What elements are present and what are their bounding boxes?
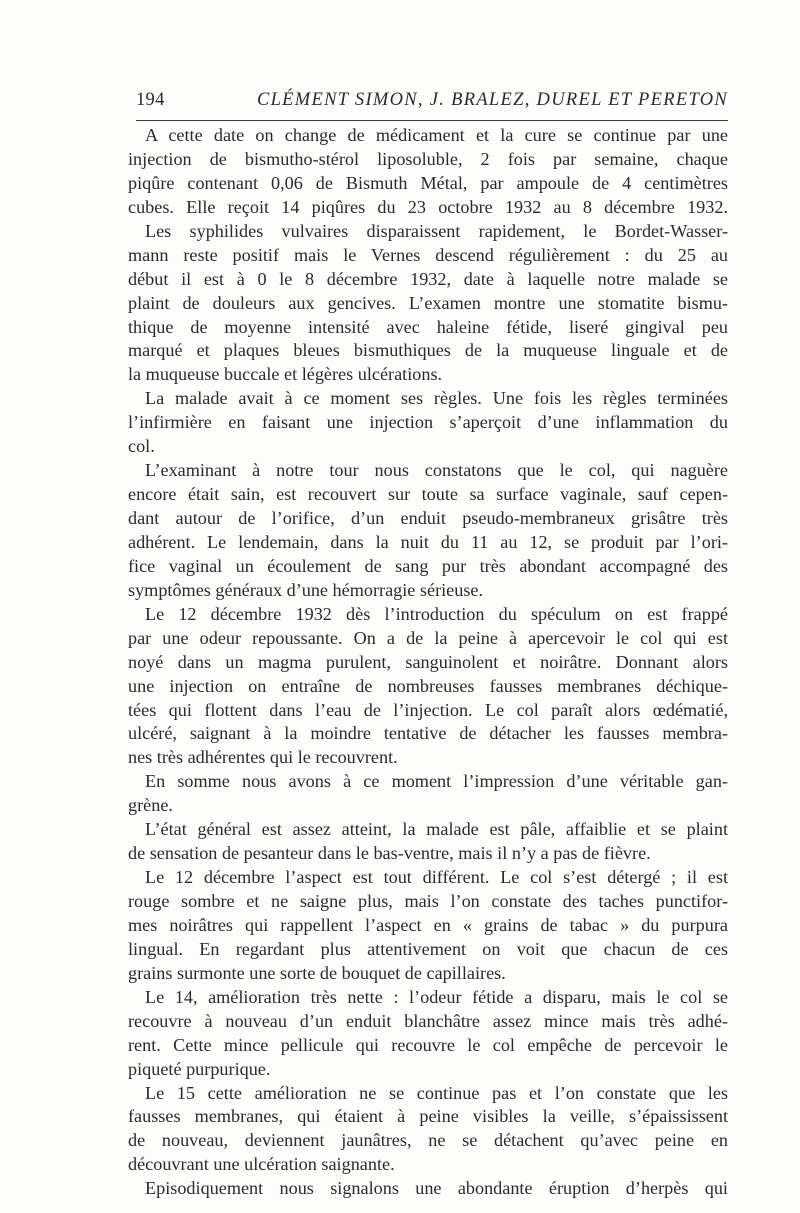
text-line: Les syphilides vulvaires disparaissent rapidement, le Bordet-Wasser- [145,220,728,241]
text-line: ulcéré, saignant à la moindre tentative de détacher les fausses membra- [128,723,728,744]
text-line: col. [128,436,155,457]
text-line: mes noirâtres qui rappellent l’aspect en « grains de tabac » du purpura [128,914,728,935]
text-line: noyé dans un magma purulent, sanguinolent et noirâtre. Donnant alors [128,651,728,672]
text-line: Le 15 cette amélioration ne se continue pas et l’on constate que les [145,1082,728,1103]
text-line: marqué et plaques bleues bismuthiques de la muqueuse linguale et de [128,340,728,361]
text-line: fice vaginal un écoulement de sang pur très abondant accompagné des [128,555,728,576]
text-line: piqueté purpurique. [128,1058,271,1079]
text-line: découvrant une ulcération saignante. [128,1154,395,1175]
text-line: fausses membranes, qui étaient à peine visibles la veille, s’épaississent [128,1106,728,1127]
text-line: Le 14, amélioration très nette : l’odeur fétide a disparu, mais le col se [145,986,728,1007]
text-line: par une odeur repoussante. On a de la peine à apercevoir le col qui est [128,627,728,648]
text-line: l’infirmière en faisant une injection s’aperçoit d’une inflammation du [128,412,728,433]
text-line: piqûre contenant 0,06 de Bismuth Métal, par ampoule de 4 centimètres [128,172,728,193]
text-line: rent. Cette mince pellicule qui recouvre le col empêche de percevoir le [128,1034,728,1055]
text-line: Le 12 décembre 1932 dès l’introduction du spéculum on est frappé [145,603,728,624]
text-line: de nouveau, deviennent jaunâtres, ne se détachent qu’avec peine en [128,1130,728,1151]
running-title: CLÉMENT SIMON, J. BRALEZ, DUREL ET PERETON [256,90,728,110]
text-line: nes très adhérentes qui le recouvrent. [128,747,398,768]
text-line: une injection on entraîne de nombreuses fausses membranes déchique- [128,675,728,696]
text-line: encore était sain, est recouvert sur toute sa surface vaginale, sauf cepen- [128,484,728,505]
text-line: grène. [128,795,173,816]
page-number: 194 [136,90,165,110]
text-line: début il est à 0 le 8 décembre 1932, date à laquelle notre malade se [128,268,728,289]
text-line: symptômes généraux d’une hémorragie sérieuse. [128,579,484,600]
text-line: lingual. En regardant plus attentivement on voit que chacun de ces [128,938,728,959]
text-line: rouge sombre et ne saigne plus, mais l’on constate des taches punctifor- [128,891,728,911]
text-line: grains surmonte une sorte de bouquet de capillaires. [128,962,506,983]
text-line: thique de moyenne intensité avec haleine fétide, liseré gingival peu [128,316,728,337]
page-header [136,84,728,116]
text-line: plaint de douleurs aux gencives. L’examen montre une stomatite bismu- [128,292,728,313]
text-line: cubes. Elle reçoit 14 piqûres du 23 octobre 1932 au 8 décembre 1932. [128,196,728,217]
text-line: injection de bismutho-stérol liposoluble, 2 fois par semaine, chaque [128,148,728,169]
text-line: de sensation de pesanteur dans le bas-ventre, mais il n’y a pas de fièvre. [128,843,651,864]
text-line: L’examinant à notre tour nous constatons que le col, qui naguère [145,460,728,481]
text-line: La malade avait à ce moment ses règles. Une fois les règles terminées [145,388,728,409]
text-line: la muqueuse buccale et légères ulcérations. [128,364,443,385]
text-line: En somme nous avons à ce moment l’impression d’une véritable gan- [145,771,728,792]
body-text [128,124,728,1201]
text-line: A cette date on change de médicament et la cure se continue par une [145,125,728,145]
header-rule [136,120,728,121]
text-line: tées qui flottent dans l’eau de l’injection. Le col paraît alors œdématié, [128,699,728,720]
text-line: adhérent. Le lendemain, dans la nuit du 11 au 12, se produit par l’ori- [128,531,728,552]
text-line: dant autour de l’orifice, d’un enduit pseudo-membraneux grisâtre très [128,508,728,528]
text-line: mann reste positif mais le Vernes descend régulièrement : du 25 au [128,244,728,265]
text-line: Le 12 décembre l’aspect est tout différent. Le col s’est détergé ; il est [145,867,728,888]
text-line: Episodiquement nous signalons une abondante éruption d’herpès qui [145,1178,728,1199]
text-line: L’état général est assez atteint, la malade est pâle, affaiblie et se plaint [145,819,728,840]
text-line: recouvre à nouveau d’un enduit blanchâtre assez mince mais très adhé- [128,1010,728,1031]
